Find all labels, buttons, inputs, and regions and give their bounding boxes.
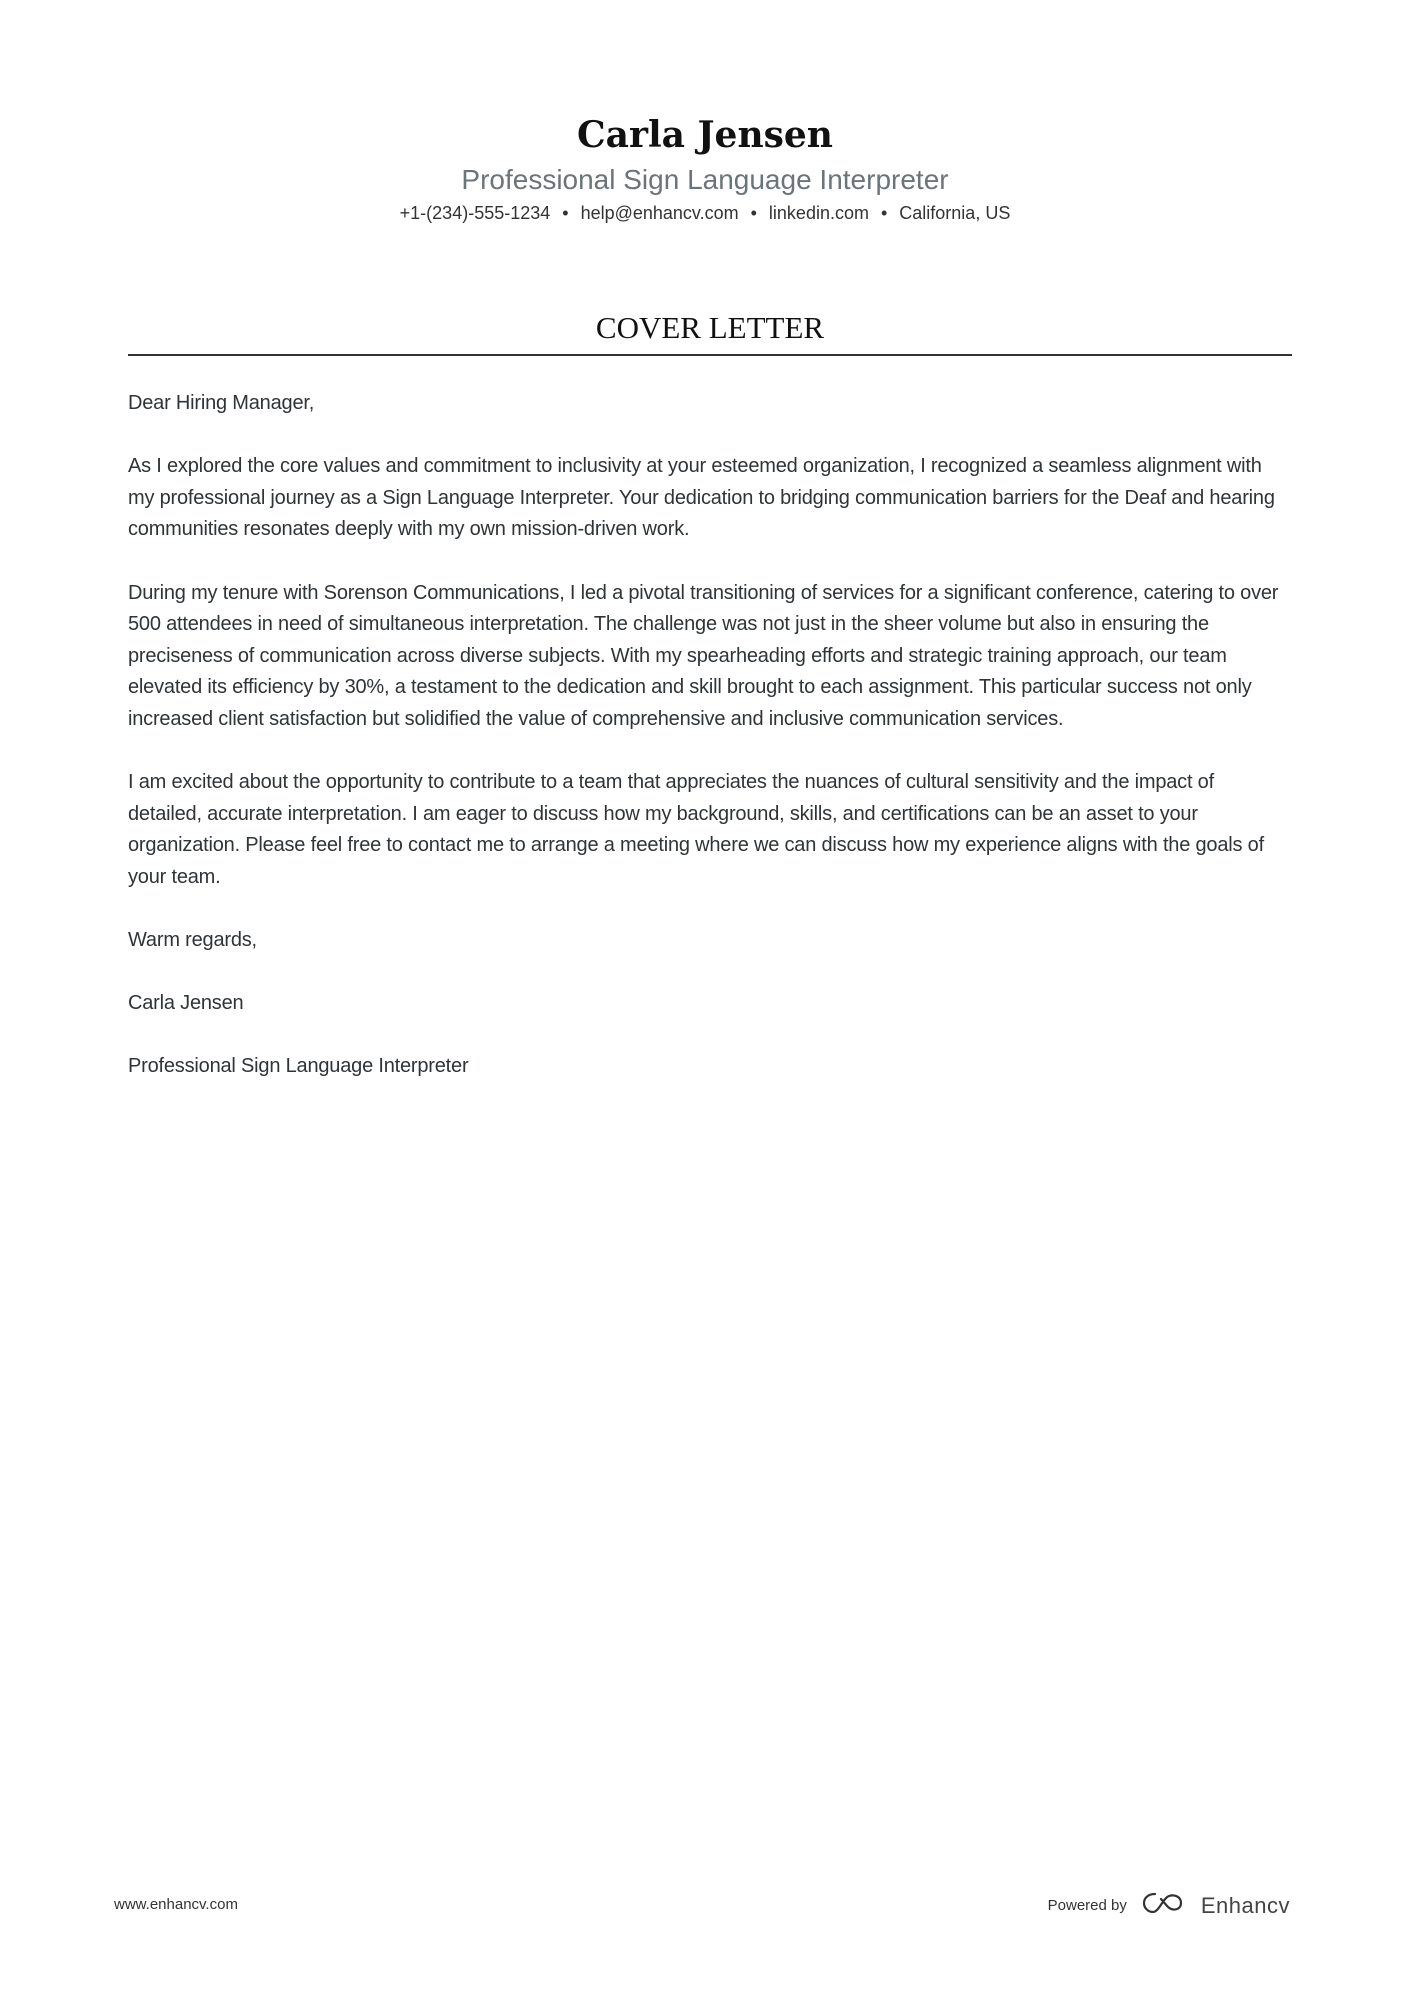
contact-email[interactable]: help@enhancv.com xyxy=(580,203,739,223)
paragraph: I am excited about the opportunity to contribute to a team that appreciates the nuances of cultural sensitivity and the impact of detailed, accurate interpretation. I am eager to discuss how my background, skills, and certifications can be an asset to your organization. Please feel free to contact me to arrange a meeting where we can discuss how my experience aligns with the goals of your team. xyxy=(128,771,1264,888)
enhancv-logo-icon xyxy=(1141,1890,1187,1921)
candidate-name: Carla Jensen xyxy=(577,114,833,156)
contact-linkedin[interactable]: linkedin.com xyxy=(768,203,869,223)
contact-info xyxy=(0,200,1410,226)
section-title: COVER LETTER xyxy=(128,310,1292,356)
bullet-separator: • xyxy=(880,203,888,223)
bullet-separator: • xyxy=(750,203,757,223)
brand-name: Enhancv xyxy=(1200,1892,1290,1918)
resume-header xyxy=(0,112,1410,226)
greeting: Dear Hiring Manager, xyxy=(128,392,315,414)
contact-location: California, US xyxy=(899,203,1011,223)
footer-website[interactable]: www.enhancv.com xyxy=(114,1896,238,1913)
footer-branding xyxy=(1048,1890,1290,1921)
signature-title: Professional Sign Language Interpreter xyxy=(128,1055,469,1078)
paragraph: As I explored the core values and commitment to inclusivity at your esteemed organization, I recognized a seamless alignment with my professional journey as a Sign Language Interpreter. Your dedication to bridging communication barriers for the Deaf and hearing communities resonates deeply with my own mission-driven work. xyxy=(128,455,1275,541)
signature-name: Carla Jensen xyxy=(128,992,244,1015)
candidate-title: Professional Sign Language Interpreter xyxy=(461,164,949,195)
contact-phone: +1-(234)-555-1234 xyxy=(399,203,551,223)
letter-body xyxy=(128,388,1292,1115)
powered-by-label: Powered by xyxy=(1047,1897,1127,1914)
paragraph: During my tenure with Sorenson Communications, I led a pivotal transitioning of services for a significant conference, catering to over 500 attendees in need of simultaneous interpretation. The challenge was not just in the sheer volume but also in ensuring the preciseness of communication across diverse subjects. With my spearheading efforts and strategic training approach, our team elevated its efficiency by 30%, a testament to the dedication and skill brought to each assignment. This particular success not only increased client satisfaction but solidified the value of comprehensive and inclusive communication services. xyxy=(128,581,1279,730)
bullet-separator: • xyxy=(562,203,569,223)
closing: Warm regards, xyxy=(128,929,257,952)
